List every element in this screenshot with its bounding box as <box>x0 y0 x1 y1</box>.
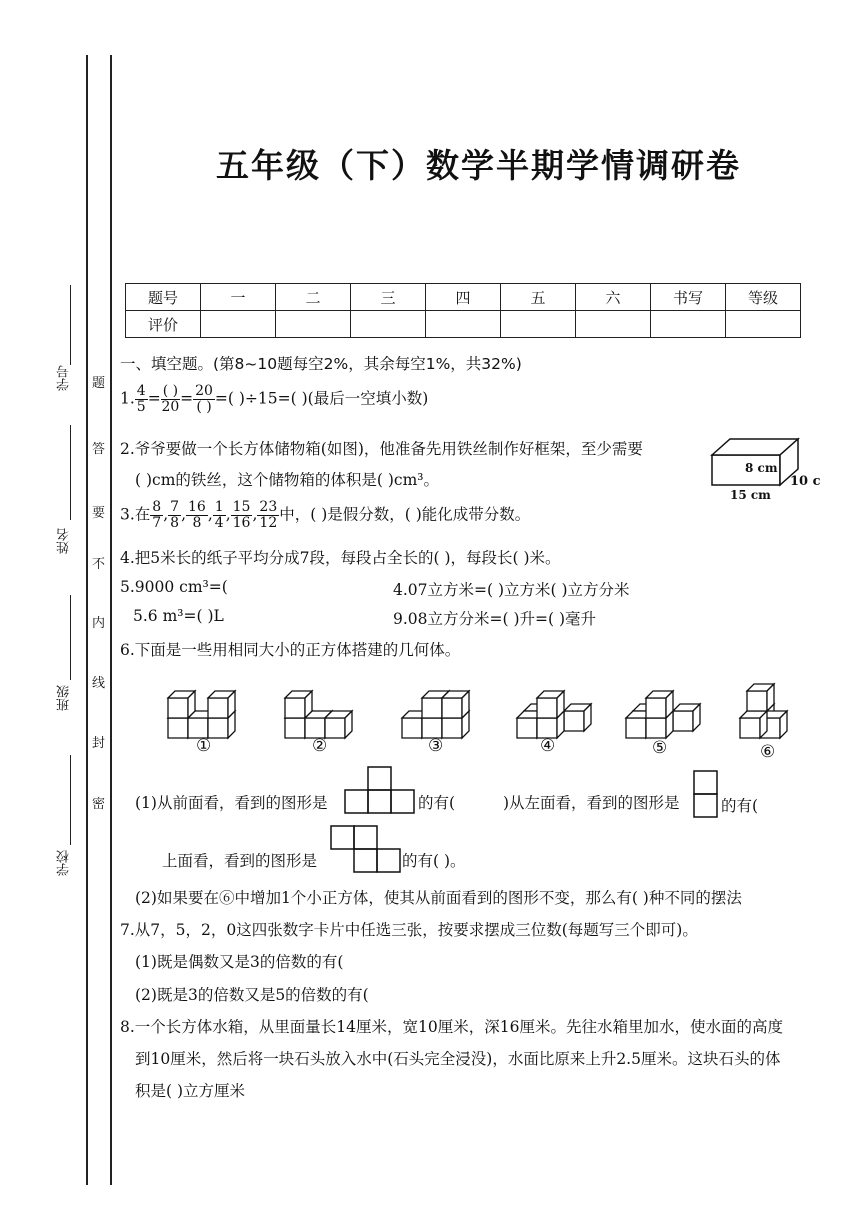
frac-num: 1 <box>214 499 224 515</box>
q3-fraction <box>257 500 279 531</box>
q6-part1-b: 的有( <box>418 794 456 812</box>
frac-den: 7 <box>152 515 162 531</box>
frac-num: ( ) <box>162 383 179 399</box>
q3-fraction <box>168 500 181 531</box>
frac-num: 23 <box>259 499 278 515</box>
figure-label: ② <box>312 736 328 756</box>
figure-label: ① <box>196 736 212 756</box>
frac-den: 8 <box>192 515 202 531</box>
q6-part1-e: 上面看，看到的图形是 <box>162 852 318 870</box>
frac-num: 16 <box>188 499 206 515</box>
frac-den: 20 <box>161 399 180 415</box>
question-5b: 4.07立方米=( )立方米( )立方分米 <box>393 581 630 599</box>
q1-fraction <box>135 384 148 415</box>
frac-den: 5 <box>136 399 146 415</box>
question-5a: 5.9000 cm³=( <box>120 578 228 596</box>
score-cell[interactable] <box>426 311 501 338</box>
q1-rest: =( )÷15=( )(最后一空填小数) <box>214 389 429 408</box>
student-id-blank <box>70 285 71 365</box>
score-header-cell: 五 <box>501 284 576 311</box>
binding-line-outer <box>86 55 88 1185</box>
cube-figures <box>150 660 810 740</box>
seal-char: 题 <box>92 376 106 391</box>
side-label-school: 学校 <box>57 850 72 876</box>
left-view-shape <box>693 770 719 820</box>
cube <box>740 711 767 738</box>
score-cell[interactable] <box>726 311 801 338</box>
question-6-intro: 6.下面是一些用相同大小的正方体搭建的几何体。 <box>120 641 461 659</box>
seal-char: 封 <box>92 736 106 751</box>
cube <box>564 704 591 731</box>
cube <box>673 704 700 731</box>
q1-fraction <box>161 384 180 415</box>
score-table-header-row <box>126 284 801 311</box>
score-cell[interactable] <box>276 311 351 338</box>
cube <box>325 711 352 738</box>
seal-char: 密 <box>92 797 106 812</box>
cuboid-width-label: 10 c <box>790 474 821 489</box>
cube <box>646 691 673 718</box>
score-eval-label: 评价 <box>126 311 201 338</box>
question-5d: 9.08立方分米=( )升=( )毫升 <box>393 610 597 628</box>
question-7-intro: 7.从7，5，2，0这四张数字卡片中任选三张，按要求摆成三位数(每题写三个即可)。 <box>120 921 698 939</box>
name-blank <box>70 425 71 520</box>
side-label-student-id: 学号 <box>57 365 72 391</box>
cube <box>208 691 235 718</box>
q6-part1-f: 的有( )。 <box>402 852 466 870</box>
q6-part1-a: (1)从前面看，看到的图形是 <box>135 794 328 812</box>
side-label-name: 姓名 <box>57 528 72 554</box>
front-view-shape <box>344 766 416 816</box>
cube <box>747 684 774 711</box>
cuboid-length-label: 15 cm <box>730 488 771 502</box>
frac-num: 20 <box>195 383 213 399</box>
score-header-cell: 等级 <box>726 284 801 311</box>
frac-num: 8 <box>152 499 162 515</box>
score-cell[interactable] <box>201 311 276 338</box>
frac-den: 12 <box>259 515 278 531</box>
top-view-shape <box>330 825 402 875</box>
score-table-eval-row <box>126 311 801 338</box>
seal-char: 内 <box>92 616 106 631</box>
score-cell[interactable] <box>351 311 426 338</box>
frac-num: 7 <box>170 499 180 515</box>
figure-label: ⑥ <box>760 742 776 762</box>
cuboid-height-label: 8 cm <box>745 461 778 475</box>
q3-fraction <box>213 500 226 531</box>
score-header-cell: 题号 <box>126 284 201 311</box>
frac-den: ( ) <box>196 399 212 415</box>
q3-fraction <box>186 500 208 531</box>
q6-part2: (2)如果要在⑥中增加1个小正方体，使其从前面看到的图形不变，那么有( )种不同的摆法 <box>135 889 742 907</box>
q6-part1-c: )从左面看，看到的图形是 <box>503 794 680 812</box>
score-header-cell: 三 <box>351 284 426 311</box>
score-cell[interactable] <box>576 311 651 338</box>
score-header-cell: 一 <box>201 284 276 311</box>
score-cell[interactable] <box>501 311 576 338</box>
seal-char: 线 <box>92 676 106 691</box>
figure-label: ③ <box>428 736 444 756</box>
question-5c: 5.6 m³=( )L <box>133 607 224 625</box>
side-label-class: 班级 <box>57 685 72 711</box>
section-1-heading: 一、填空题。(第8~10题每空2%，其余每空1%，共32%) <box>120 355 522 373</box>
question-2-line-1: 2.爷爷要做一个长方体储物箱(如图)，他准备先用铁丝制作好框架，至少需要 <box>120 440 643 458</box>
binding-line-inner <box>110 55 112 1185</box>
seal-char: 要 <box>92 506 106 521</box>
school-blank <box>70 755 71 845</box>
q3-prefix: 3.在 <box>120 505 151 524</box>
score-table <box>125 283 801 338</box>
question-2-line-2: ( )cm的铁丝，这个储物箱的体积是( )cm³。 <box>135 471 440 489</box>
cube-figures-group <box>168 684 787 738</box>
frac-den: 16 <box>232 515 251 531</box>
q1-fraction <box>193 384 215 415</box>
seal-char: 不 <box>92 557 106 572</box>
q3-suffix: 中，( )是假分数，( )能化成带分数。 <box>279 505 531 524</box>
question-7a: (1)既是偶数又是3的倍数的有( <box>135 953 344 971</box>
question-3: 3.在 $\frac{8}{7}$ , $\frac{7}{8}$ , $\frac{16}{8}$ , $\frac{1}{4}$ , $\frac{15}{16}$ , $\frac{23}{12}$ 中，( )是假分数，( )能化成带分数。 <box>120 499 531 531</box>
question-7b: (2)既是3的倍数又是5的倍数的有( <box>135 986 369 1004</box>
score-cell[interactable] <box>651 311 726 338</box>
seal-char: 答 <box>92 442 106 457</box>
cube <box>285 691 312 718</box>
class-blank <box>70 595 71 680</box>
question-4: 4.把5米长的纸子平均分成7段，每段占全长的( )，每段长( )米。 <box>120 549 561 567</box>
frac-den: 8 <box>170 515 180 531</box>
frac-num: 15 <box>232 499 251 515</box>
question-8-line-3: 积是( )立方厘米 <box>135 1082 246 1100</box>
frac-num: 4 <box>136 383 146 399</box>
q3-fraction <box>231 500 253 531</box>
page-title: 五年级（下）数学半期学情调研卷 <box>216 146 741 185</box>
question-8-line-2: 到10厘米，然后将一块石头放入水中(石头完全浸没)，水面比原来上升2.5厘米。这块石头的体 <box>135 1050 781 1068</box>
cube <box>168 691 195 718</box>
score-header-cell: 书写 <box>651 284 726 311</box>
cube <box>537 691 564 718</box>
figure-label: ④ <box>540 736 556 756</box>
q1-prefix: 1. <box>120 389 135 408</box>
question-8-line-1: 8.一个长方体水箱，从里面量长14厘米，宽10厘米，深16厘米。先往水箱里加水，使水面的高度 <box>120 1018 783 1036</box>
figure-label: ⑤ <box>652 738 668 758</box>
frac-den: 4 <box>214 515 224 531</box>
score-header-cell: 四 <box>426 284 501 311</box>
score-header-cell: 二 <box>276 284 351 311</box>
q3-fraction <box>150 500 163 531</box>
cube <box>442 691 469 718</box>
q6-part1-d: 的有( <box>721 797 759 815</box>
question-1: 1. $\frac{4}{5}$ = $\frac{( )}{20}$ = $\frac{20}{( )}$ =( )÷15=( )(最后一空填小数) <box>120 383 429 415</box>
score-header-cell: 六 <box>576 284 651 311</box>
